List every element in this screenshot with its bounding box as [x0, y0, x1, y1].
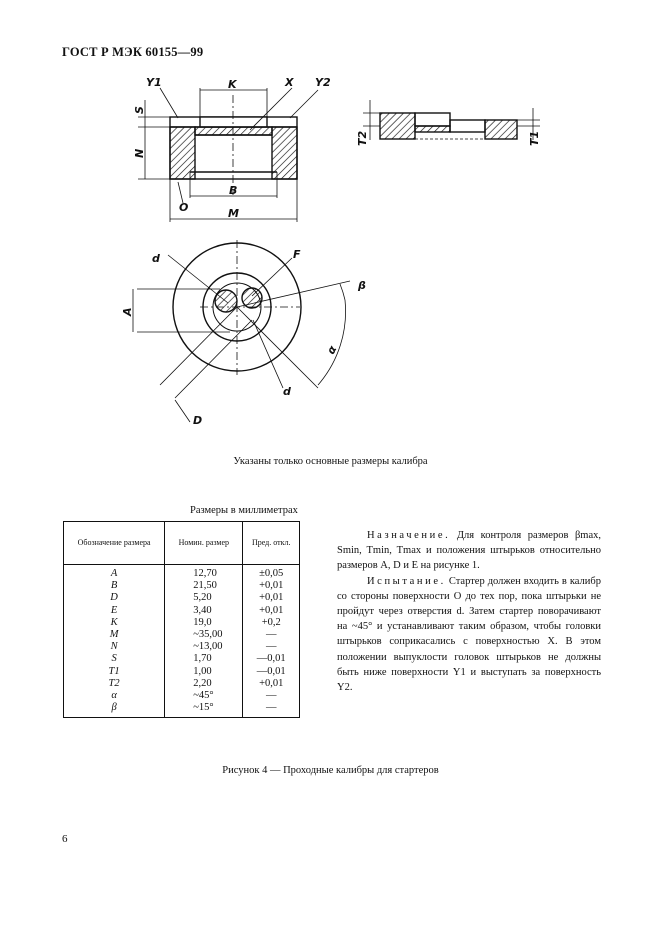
table-row [64, 702, 300, 718]
table-row [64, 629, 300, 641]
table-row [64, 580, 300, 592]
label-d-hole: D [193, 414, 203, 427]
cell-tolerance: +0,01 [243, 605, 300, 617]
table-header-row [64, 522, 300, 565]
cell-tolerance: ±0,05 [243, 565, 300, 581]
test-heading: Испытание. [367, 575, 446, 587]
cell-designation: M [64, 629, 165, 641]
table-row [64, 605, 300, 617]
cell-designation: K [64, 617, 165, 629]
cell-designation: D [64, 592, 165, 604]
cell-nominal: 1,70 [165, 653, 243, 665]
cell-tolerance: — [243, 641, 300, 653]
cell-tolerance: — [243, 702, 300, 718]
label-y1: Y1 [146, 76, 162, 89]
cell-designation: T2 [64, 678, 165, 690]
header-designation: Обозначение размера [64, 522, 165, 565]
cell-designation: A [64, 565, 165, 581]
label-d-bottom: d [283, 385, 291, 398]
label-b: B [229, 184, 238, 197]
cell-designation: N [64, 641, 165, 653]
cell-tolerance: +0,01 [243, 580, 300, 592]
cell-nominal: ~35,00 [165, 629, 243, 641]
document-header: ГОСТ Р МЭК 60155—99 [62, 45, 204, 59]
label-beta: β [358, 279, 366, 292]
page-number: 6 [62, 833, 68, 845]
label-k: K [228, 78, 237, 91]
cell-nominal: ~13,00 [165, 641, 243, 653]
label-m: M [228, 207, 239, 220]
cell-nominal: 1,00 [165, 666, 243, 678]
gauge-drawing [0, 0, 661, 450]
label-t2: T2 [356, 130, 369, 146]
cell-nominal: ~45° [165, 690, 243, 702]
cell-nominal: 21,50 [165, 580, 243, 592]
cell-nominal: 3,40 [165, 605, 243, 617]
plan-view [133, 240, 350, 422]
label-a: A [121, 307, 134, 316]
detail-view [363, 100, 540, 140]
header-tolerance: Пред. откл. [243, 522, 300, 565]
table-row [64, 653, 300, 665]
cell-designation: α [64, 690, 165, 702]
cell-nominal: 12,70 [165, 565, 243, 581]
label-d-top: d [152, 252, 160, 265]
drawing-caption: Указаны только основные размеры калибра [233, 456, 428, 467]
table-units: Размеры в миллиметрах [190, 505, 298, 516]
purpose-paragraph [337, 528, 601, 574]
table-row [64, 678, 300, 690]
cell-tolerance: +0,01 [243, 678, 300, 690]
cell-tolerance: — [243, 629, 300, 641]
table-row [64, 592, 300, 604]
cell-tolerance: +0,01 [243, 592, 300, 604]
cell-designation: T1 [64, 666, 165, 678]
cell-designation: B [64, 580, 165, 592]
section-view [138, 88, 318, 222]
cell-nominal: 2,20 [165, 678, 243, 690]
cell-designation: E [64, 605, 165, 617]
label-o: O [179, 201, 189, 214]
table-row [64, 666, 300, 678]
label-y2: Y2 [315, 76, 331, 89]
cell-tolerance: — [243, 690, 300, 702]
cell-designation: S [64, 653, 165, 665]
cell-tolerance: —0,01 [243, 666, 300, 678]
label-f: F [293, 248, 301, 261]
header-nominal: Номин. размер [165, 522, 243, 565]
test-text: Стартер должен входить в калибр со стороны поверхности O до тех пор, пока штырьки не пройдут через отверстия d. Затем стартер поворачивают на ~45° и устанавливают таким образом, чтобы головки штырьков соприкасались с поверхностью X. В этом положении выпуклости головок штырьков не должны быть ниже поверхности Y1 и выступать за поверхность Y2. [337, 575, 602, 694]
label-n: N [133, 148, 146, 158]
label-s: S [133, 106, 146, 114]
figure-caption: Рисунок 4 — Проходные калибры для стартеров [222, 765, 439, 776]
table-row [64, 690, 300, 702]
label-alpha: α [324, 343, 340, 357]
description-text [337, 528, 601, 695]
purpose-heading: Назначение. [367, 530, 451, 541]
cell-designation: β [64, 702, 165, 718]
table-row [64, 617, 300, 629]
table-row [64, 565, 300, 581]
test-paragraph [337, 574, 601, 696]
dimensions-table [63, 521, 300, 718]
cell-tolerance: +0,2 [243, 617, 300, 629]
table-row [64, 641, 300, 653]
label-x: X [285, 76, 294, 89]
cell-tolerance: —0,01 [243, 653, 300, 665]
cell-nominal: 5,20 [165, 592, 243, 604]
label-t1: T1 [528, 130, 541, 146]
purpose-text: Для контроля размеров βmax, Smin, Tmin, Tmax и положения штырьков относительно размеров A, D и E на рисунке 1. [337, 530, 601, 572]
cell-nominal: 19,0 [165, 617, 243, 629]
cell-nominal: ~15° [165, 702, 243, 718]
